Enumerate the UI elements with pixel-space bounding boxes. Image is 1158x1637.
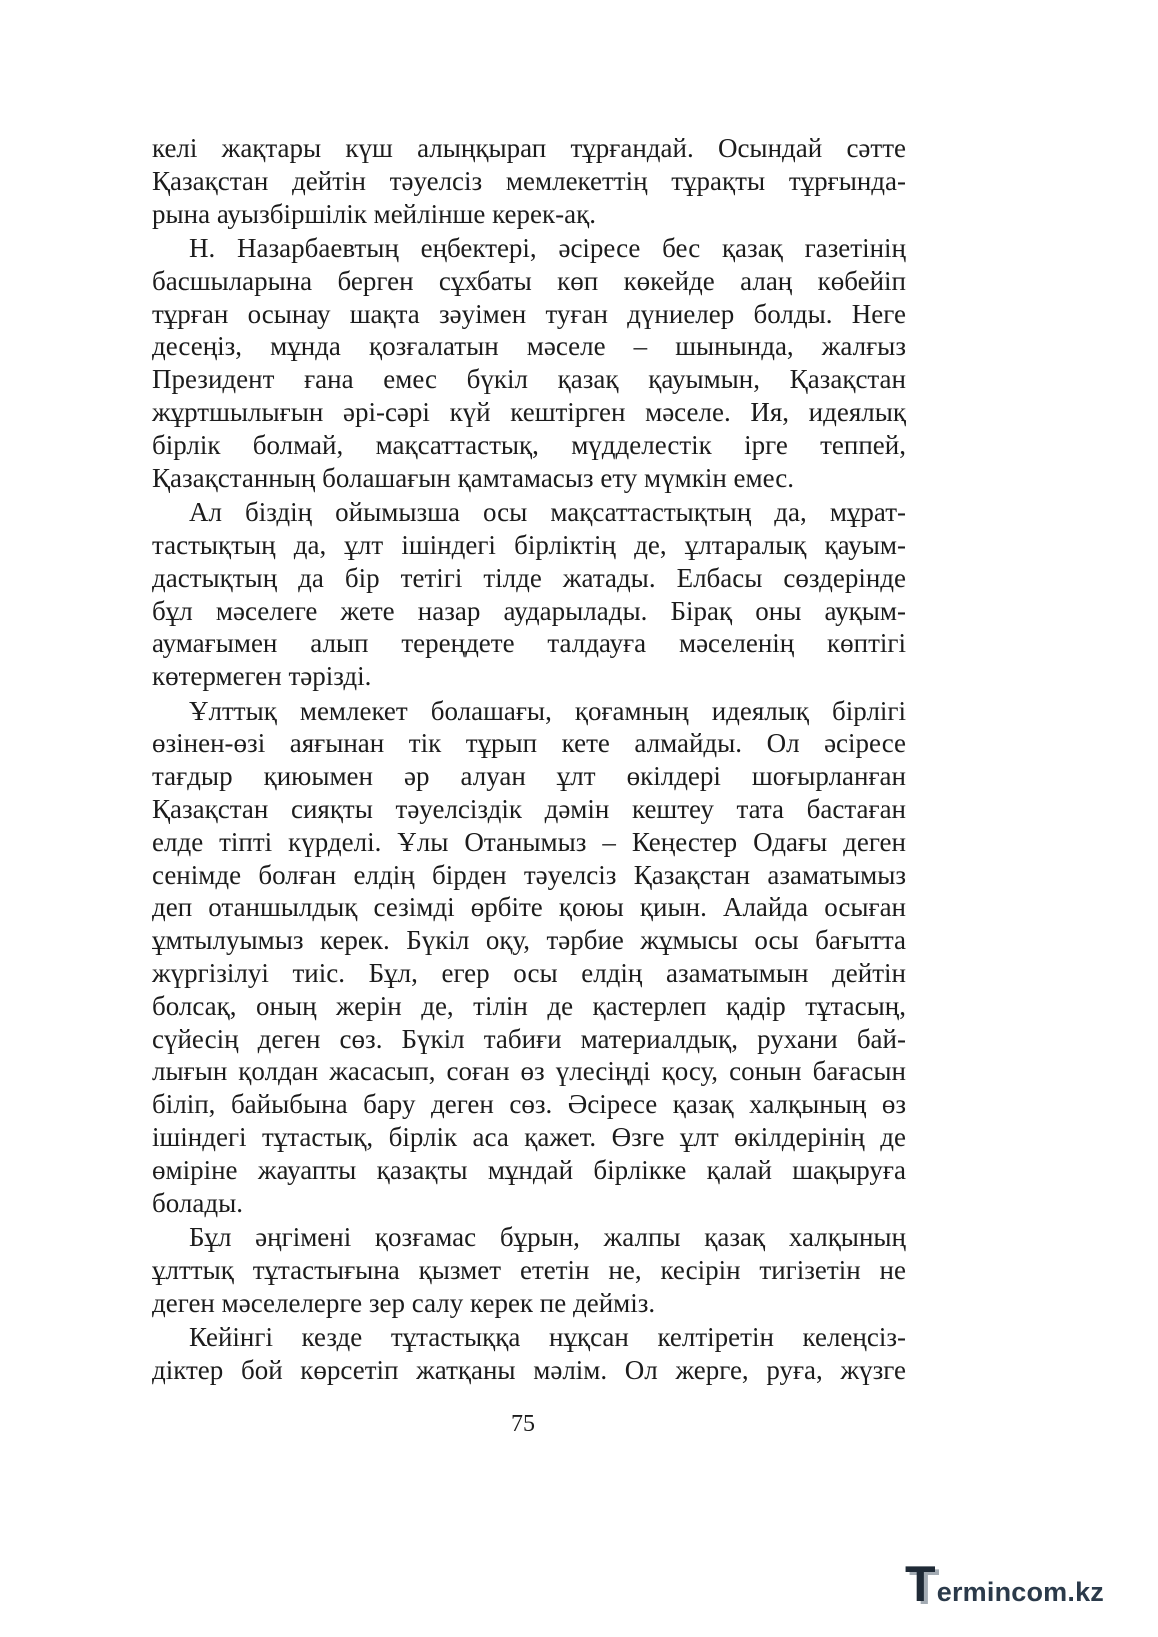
text-line: тағдыр қиюымен әр алуан ұлт өкілдері шоғырланған [152, 761, 906, 792]
paragraph [152, 232, 906, 494]
text-line: елде тіпті күрделі. Ұлы Отанымыз – Кеңестер Одағы деген [152, 826, 906, 857]
text-line: бірлік болмай, мақсаттастық, мүдделестік ірге теппей, [152, 429, 906, 460]
text-line: Ұлттық мемлекет болашағы, қоғамның идеялық бірлігі [189, 695, 906, 726]
text-line: Кейінгі кезде тұтастыққа нұқсан келтіретін келеңсіз- [189, 1322, 906, 1353]
text-line: өміріне жауапты қазақты мұндай бірлікке қалай шақыруға [152, 1154, 906, 1185]
text-line: лығын қолдан жасасып, соған өз үлесіңді қосу, сонын бағасын [152, 1056, 906, 1087]
text-line: өзінен-өзі аяғынан тік тұрып кете алмайды. Ол әсіресе [152, 728, 906, 759]
text-line: десеңіз, мұнда қозғалатын мәселе – шынында, жалғыз [152, 331, 906, 362]
paragraph [152, 695, 906, 1220]
text-line: жұртшылығын әрі-сәрі күй кештірген мәселе. Ия, идеялық [152, 397, 906, 428]
text-line: Президент ғана емес бүкіл қазақ қауымын, Қазақстан [152, 364, 906, 395]
text-line: тұрған осынау шақта зәуімен туған дүниелер болды. Неге [152, 298, 906, 329]
text-line: тастықтың да, ұлт ішіндегі бірліктің де, ұлтаралық қауым- [152, 529, 906, 560]
text-line: Қазақстан сияқты тәуелсіздік дәмін кештеу тата бастаған [152, 794, 906, 824]
text-line: көтермеген тәрізді. [152, 661, 372, 692]
text-line: деп отаншылдық сезімді өрбіте қоюы қиын. Алайда осыған [152, 892, 906, 923]
text-line: ішіндегі тұтастық, бірлік аса қажет. Өзге ұлт өкілдерінің де [152, 1121, 906, 1152]
text-line: діктер бой көрсетіп жатқаны мәлім. Ол жерге, руға, жүзге [152, 1354, 906, 1385]
text-line: болсақ, оның жерін де, тілін де қастерлеп қадір тұтасың, [152, 990, 906, 1021]
text-line: Ал біздің ойымызша осы мақсаттастықтың да, мұрат- [189, 497, 906, 528]
page-number: 75 [511, 1411, 535, 1437]
text-line: ұмтылуымыз керек. Бүкіл оқу, тәрбие жұмысы осы бағытта [152, 925, 906, 956]
paragraph [152, 1221, 906, 1319]
page-body-text [152, 132, 906, 1387]
text-line: рына ауызбіршілік мейлінше керек-ақ. [152, 198, 596, 229]
paragraph [152, 496, 906, 693]
text-line: сенімде болған елдің бірден тәуелсіз Қазақстан азаматымыз [152, 859, 906, 890]
text-line: басшыларына берген сұхбаты көп көкейде алаң көбейіп [152, 265, 906, 296]
text-line: Н. Назарбаевтың еңбектері, әсіресе бес қазақ газетінің [189, 233, 906, 264]
text-line: аумағымен алып тереңдете талдауға мәселенің көптігі [152, 628, 906, 659]
text-line: Бұл әңгімені қозғамас бұрын, жалпы қазақ халқының [189, 1222, 906, 1253]
text-line: Қазақстан дейтін тәуелсіз мемлекеттің тұрақты тұрғында- [152, 165, 906, 196]
text-line: біліп, байыбына бару деген сөз. Әсіресе қазақ халқының өз [152, 1089, 906, 1120]
text-line: сүйесің деген сөз. Бүкіл табиғи материалдық, рухани бай- [152, 1023, 906, 1054]
paragraph [152, 1321, 906, 1387]
text-line: деген мәселелерге зер салу керек пе дейміз. [152, 1287, 656, 1318]
text-line: келі жақтары күш алыңқырап тұрғандай. Осындай сәтте [152, 133, 906, 163]
text-line: бұл мәселеге жете назар аударылады. Бірақ оны ауқым- [152, 595, 906, 626]
text-line: ұлттық тұтастығына қызмет ететін не, кесірін тигізетін не [152, 1254, 906, 1285]
paragraph [152, 132, 906, 230]
watermark-logo: Termincom.kz [905, 1556, 1105, 1612]
text-line: болады. [152, 1187, 243, 1218]
text-line: дастықтың да бір тетігі тілде жатады. Елбасы сөздерінде [152, 562, 906, 593]
text-line: жүргізілуі тиіс. Бұл, егер осы елдің азаматымын дейтін [152, 957, 906, 988]
text-line: Қазақстанның болашағын қамтамасыз ету мүмкін емес. [152, 462, 794, 493]
